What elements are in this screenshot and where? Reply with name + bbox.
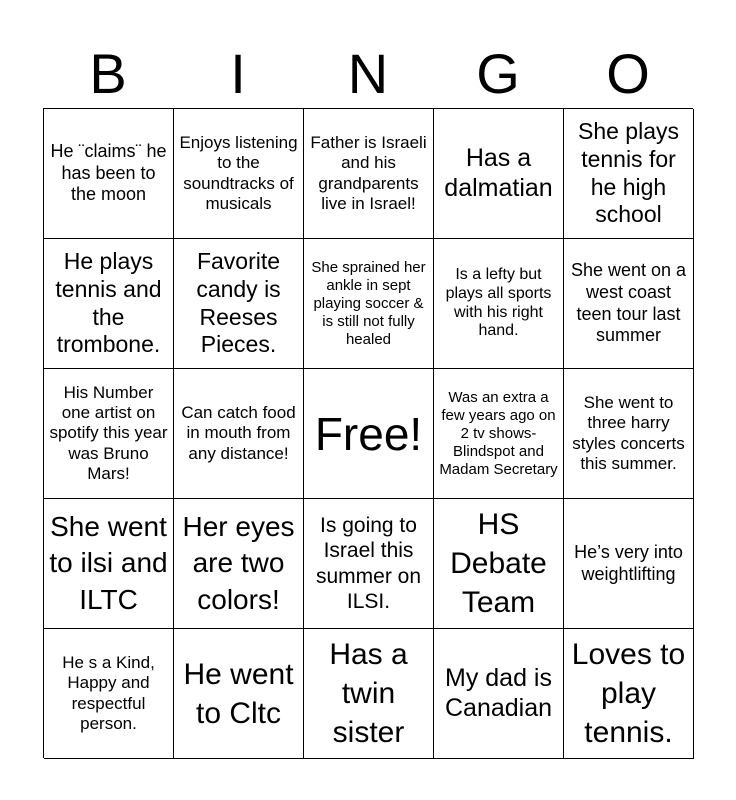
bingo-cell-r4-c5[interactable] (564, 499, 694, 629)
bingo-cell-r3-c1[interactable] (44, 369, 174, 499)
header-letter-o: O (606, 42, 650, 105)
cell-text: He’s very into weightlifting (574, 541, 683, 584)
cell-text: Father is Israeli and his grandparents live in Israel! (310, 132, 427, 213)
bingo-cell-r1-c1[interactable] (44, 109, 174, 239)
cell-text: She went on a west coast teen tour last summer (570, 259, 687, 346)
cell-text: Enjoys listening to the soundtracks of musicals (179, 132, 298, 213)
cell-text: Favorite candy is Reeses Pieces. (196, 248, 281, 358)
cell-text: He plays tennis and the trombone. (55, 248, 162, 358)
bingo-cell-r5-c2[interactable] (174, 629, 304, 759)
bingo-cell-r1-c3[interactable] (304, 109, 434, 239)
cell-text: His Number one artist on spotify this year was Bruno Mars! (49, 382, 168, 484)
bingo-cell-r3-c4[interactable] (434, 369, 564, 499)
cell-text: She sprained her ankle in sept playing soccer & is still not fully healed (311, 258, 426, 348)
bingo-cell-r4-c3[interactable] (304, 499, 434, 629)
bingo-cell-r1-c2[interactable] (174, 109, 304, 239)
bingo-cell-r2-c3[interactable] (304, 239, 434, 369)
free-space[interactable] (304, 369, 434, 499)
bingo-cell-r1-c4[interactable] (434, 109, 564, 239)
cell-text: Was an extra a few years ago on 2 tv shows- Blindspot and Madam Secretary (439, 388, 558, 478)
bingo-cell-r2-c5[interactable] (564, 239, 694, 369)
bingo-cell-r1-c5[interactable] (564, 109, 694, 239)
cell-text: He ¨claims¨ he has been to the moon (50, 140, 167, 205)
bingo-cell-r3-c2[interactable] (174, 369, 304, 499)
bingo-grid (43, 108, 693, 758)
bingo-cell-r5-c3[interactable] (304, 629, 434, 759)
cell-text: Her eyes are two colors! (182, 510, 295, 615)
cell-text: Can catch food in mouth from any distance! (181, 402, 296, 463)
bingo-cell-r2-c4[interactable] (434, 239, 564, 369)
cell-text: She went to three harry styles concerts this summer. (572, 392, 685, 473)
bingo-cell-r5-c5[interactable] (564, 629, 694, 759)
free-space-label: Free! (314, 407, 423, 460)
cell-text: My dad is Canadian (444, 664, 553, 722)
bingo-cell-r2-c2[interactable] (174, 239, 304, 369)
header-letter-g: G (476, 42, 520, 105)
cell-text: Is a lefty but plays all sports with his right hand. (445, 265, 552, 340)
cell-text: She went to ilsi and ILTC (49, 510, 168, 615)
bingo-cell-r5-c1[interactable] (44, 629, 174, 759)
bingo-header (43, 40, 693, 108)
cell-text: He went to Cltc (183, 657, 294, 730)
cell-text: Has a dalmatian (444, 144, 553, 202)
cell-text: He s a Kind, Happy and respectful person. (62, 652, 155, 733)
cell-text: Loves to play tennis. (571, 638, 686, 749)
cell-text: Is going to Israel this summer on ILSI. (315, 514, 422, 613)
cell-text: Has a twin sister (329, 638, 408, 749)
bingo-cell-r5-c4[interactable] (434, 629, 564, 759)
header-letter-b: B (89, 42, 127, 105)
header-letter-i: I (230, 42, 246, 105)
bingo-cell-r4-c1[interactable] (44, 499, 174, 629)
bingo-cell-r4-c4[interactable] (434, 499, 564, 629)
bingo-cell-r4-c2[interactable] (174, 499, 304, 629)
bingo-cell-r3-c5[interactable] (564, 369, 694, 499)
cell-text: She plays tennis for he high school (577, 118, 679, 228)
bingo-cell-r2-c1[interactable] (44, 239, 174, 369)
header-letter-n: N (347, 42, 389, 105)
cell-text: HS Debate Team (450, 508, 547, 619)
